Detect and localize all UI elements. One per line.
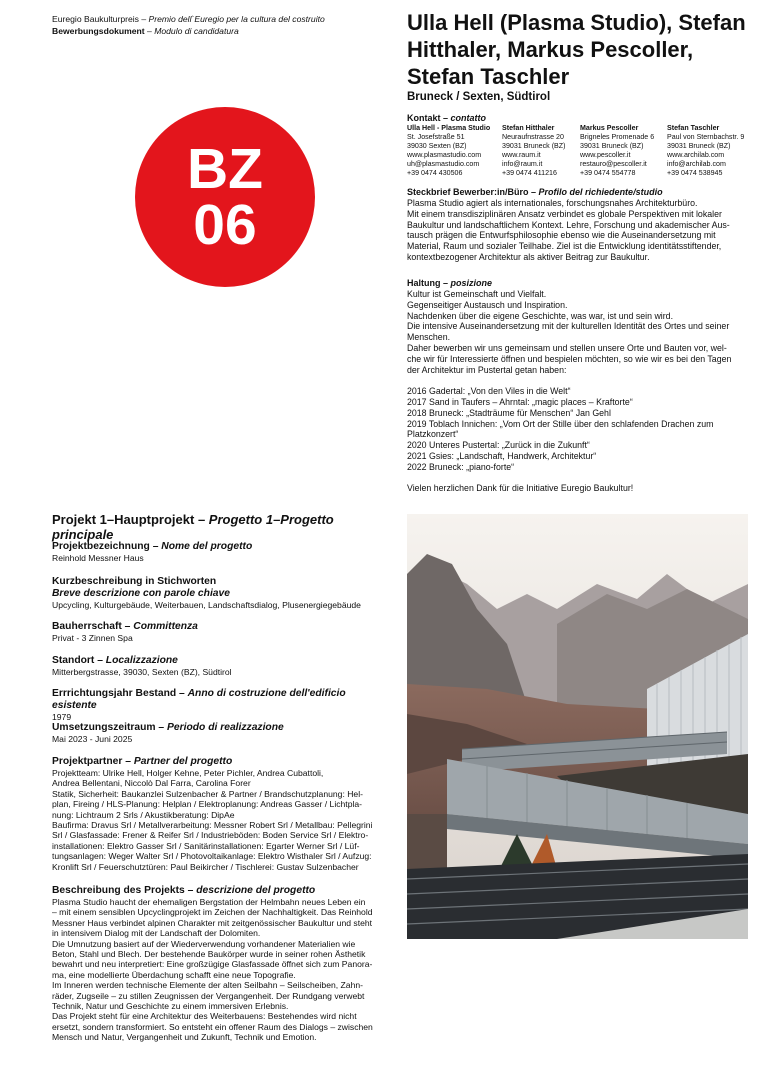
project-photo <box>407 514 748 939</box>
contact-label: Kontakt – contatto <box>407 113 487 123</box>
badge-line-2: 06 <box>193 193 257 257</box>
contact-person: Markus Pescoller Brigneles Promenade 6 39031 Bruneck (BZ) www.pescoller.it restauro@pescoller.it +39 0474 554778 <box>580 124 655 177</box>
position-text: Kultur ist Gemeinschaft und Vielfalt. Gegenseitiger Austausch und Inspiration. Nachdenken über die eigene Geschichte, was war, ist und sein wird. Die intensive Auseinandersetzung mit der kulturellen Identität des Ortes und seiner Menschen. Daher bewerben wir uns gemeinsam und stellen unsere Orte und Bauten vor, wel- che wir für Interessierte öffnen und bespielen möchten, so wie wir es bei den Tagen der Architektur im Pustertal getan haben: 2016 Gadertal: „Von den Viles in die Welt“ 2017 Sand in Taufers – Ahrntal: „magic places – Kraftorte“ 2018 Bruneck: „Stadträume für Menschen“ Jan Gehl 2019 Toblach Innichen: „Vom Ort der Stille über den schlafenden Drachen zum Platzkonzert“ 2020 Unteres Pustertal: „Zurück in die Zukunft“ 2021 Gsies: „Landschaft, Handwerk, Architektur“ 2022 Bruneck: „piano-forte“ Vielen herzlichen Dank für die Initiative Euregio Baukultur! <box>407 289 732 494</box>
header-line-1: Euregio Baukulturpreis – Premio dell`Euregio per la cultura del costruito <box>52 14 325 24</box>
field-implementation-period: Umsetzungszeitraum – Periodo di realizzazione Mai 2023 - Juni 2025 <box>52 722 284 744</box>
document-header <box>52 13 325 37</box>
position-section <box>407 278 752 494</box>
contact-person: Stefan Hitthaler Neuraufnstrasse 20 39031 Bruneck (BZ) www.raum.it info@raum.it +39 0474 411216 <box>502 124 566 177</box>
field-project-name: Projektbezeichnung – Nome del progetto Reinhold Messner Haus <box>52 541 253 563</box>
project-heading: Projekt 1–Hauptprojekt – Progetto 1–Progetto principale <box>52 512 334 542</box>
profile-section <box>407 187 752 263</box>
applicant-location: Bruneck / Sexten, Südtirol <box>407 91 551 103</box>
field-location: Standort – Localizzazione Mitterbergstrasse, 39030, Sexten (BZ), Südtirol <box>52 655 232 677</box>
position-label: Haltung – posizione <box>407 278 493 288</box>
badge-line-1: BZ <box>187 137 263 201</box>
profile-label: Steckbrief Bewerber:in/Büro – Profilo del richiedente/studio <box>407 187 663 197</box>
header-line-2: Bewerbungsdokument – Modulo di candidatura <box>52 26 239 36</box>
field-client: Bauherrschaft – Committenza Privat - 3 Zinnen Spa <box>52 621 198 643</box>
contact-person: Stefan Taschler Paul von Sternbachstr. 9 39031 Bruneck (BZ) www.archilab.com info@archilab.com +39 0474 538945 <box>667 124 745 177</box>
region-badge <box>135 107 315 287</box>
contact-person: Ulla Hell - Plasma Studio St. Josefstraße 51 39030 Sexten (BZ) www.plasmastudio.com uh@plasmastudio.com +39 0474 430506 <box>407 124 491 177</box>
contact-grid <box>407 124 752 177</box>
field-description: Beschreibung des Projekts – descrizione del progetto Plasma Studio haucht der ehemaligen Bergstation der Helmbahn neues Leben ein – mit einem sensiblen Upcyclingprojekt im Zeichen der Nachhaltigkeit. Das Reinhold Messner Haus verbindet alpinen Charakter mit zeitgenössischer Baukultur und steht in intensivem Dialog mit der Landschaft der Dolomiten. Die Umnutzung basiert auf der Wiederverwendung vorhandener Materialien wie Beton, Stahl und Blech. Der bestehende Baukörper wurde in seiner rohen Ästhetik bewahrt und neu interpretiert: Eine großzügige Glasfassade öffnet sich zum Panora- ma, eine modellierte Überdachung schafft eine neue Topografie. Im Inneren werden technische Elemente der alten Seilbahn – Seilscheiben, Zahn- räder, Zugseile – zu stillen Zeugnissen der Vergangenheit. Der Rundgang verwebt Technik, Natur und Geschichte zu einem immersiven Erlebnis. Das Projekt steht für eine Architektur des Weiterbauens: Bestehendes wird nicht ersetzt, sondern transformiert. So entsteht ein offener Raum des Dialogs – zwischen Mensch und Natur, Vergangenheit und Zukunft, Technik und Emotion. <box>52 885 373 1043</box>
applicant-title: Ulla Hell (Plasma Studio), Stefan Hitthaler, Markus Pescoller, Stefan Taschler <box>407 10 746 89</box>
field-construction-year: Errrichtungsjahr Bestand – Anno di costruzione dell'edificio esistente 1979 <box>52 688 346 722</box>
field-partners: Projektpartner – Partner del progetto Projektteam: Ulrike Hell, Holger Kehne, Peter Pichler, Andrea Cubattoli, Andrea Bellentani, Niccolò Dal Farra, Carolina Forer Statik, Sicherheit: Baukanzlei Sulzenbacher & Partner / Brandschutzplanung: Hel- plan, Fireing / HLS-Planung: Helplan / Elektroplanung: Andreas Gasser / Lichtpla- nung: Lichtraum 2 Srls / Akustikberatung: DipAe Baufirma: Dravus Srl / Metallverarbeitung: Messner Robert Srl / Metallbau: Pellegrini Srl / Glasfassade: Frener & Reifer Srl / Industrieböden: Boden Service Srl / Elektro- installationen: Elektro Gasser Srl / Sanitärinstallationen: Egarter Werner Srl / Lüf- tungsanlagen: Weger Walter Srl / Photovoltaikanlage: Elektro Wisthaler Srl / Aufzug: Kronlift Srl / Feuerschutztüren: Paul Beikircher / Tischlerei: Gustav Sulzenbacher <box>52 756 373 872</box>
profile-text: Plasma Studio agiert als internationales, forschungsnahes Architekturbüro. Mit einem transdisziplinären Ansatz verbindet es globale Perspektiven mit lokaler Baukultur und landschaftlichem Kontext. Lehre, Forschung und akademischer Aus- tausch prägen die Entwurfsphilosophie ebenso wie die Auseinandersetzung mit Material, Raum und sozialer Teilhabe. Ziel ist die Entwicklung identitätsstiftender, kontextbezogener Architektur als aktiver Beitrag zur Baukultur. <box>407 198 730 262</box>
field-short-description: Kurzbeschreibung in Stichworten Breve descrizione con parole chiave Upcycling, Kulturgebäude, Weiterbauen, Landschaftsdialog, Plusenergiegebäude <box>52 576 361 610</box>
building-landscape-image <box>407 514 748 939</box>
